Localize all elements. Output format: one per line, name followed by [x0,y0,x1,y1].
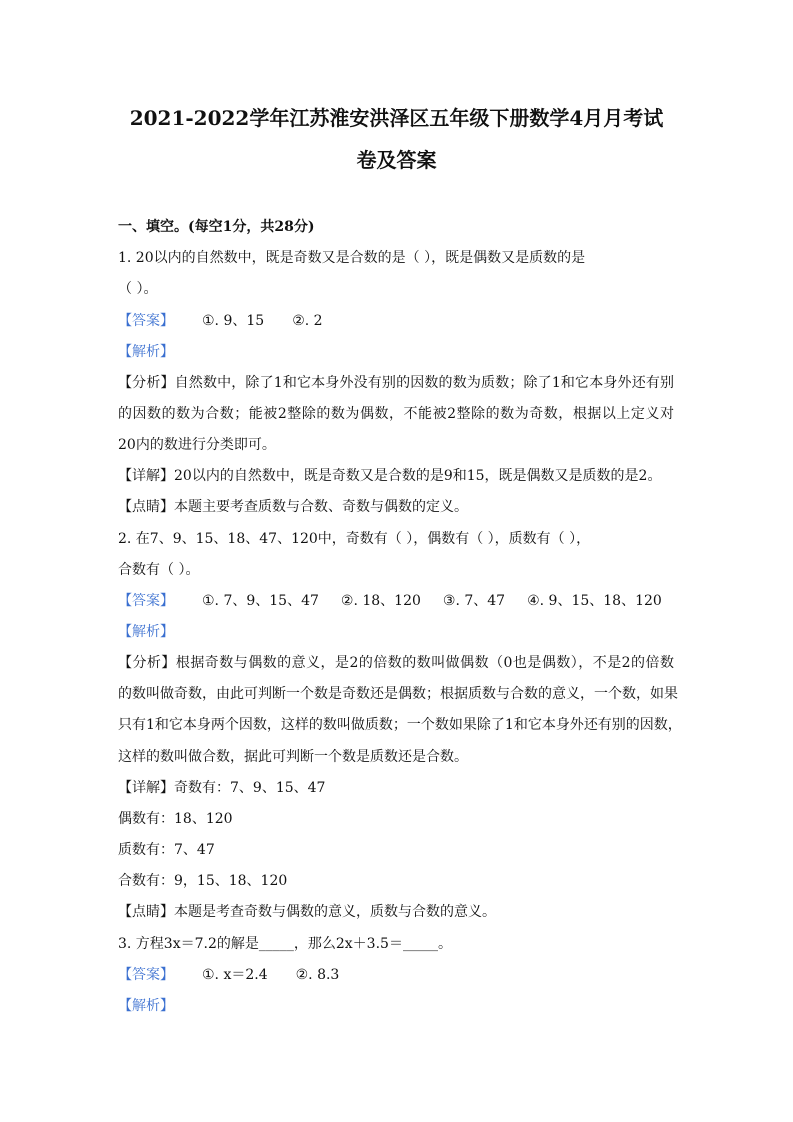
answer-item: ①. 9、15 [202,313,265,329]
fenxi-tag: 【分析】 [118,655,176,671]
question-2-even: 偶数有：18、120 [118,811,233,827]
question-2-composite: 合数有：9，15、18、120 [118,873,288,889]
fenxi-tag: 【分析】 [118,375,175,391]
analysis-tag: 【解析】 [118,998,174,1014]
question-2-fenxi-line2: 的数叫做奇数，由此可判断一个数是奇数还是偶数；根据质数与合数的意义，一个数，如果 [118,686,678,702]
question-1-answer [118,313,323,329]
section-heading: 一、填空。(每空1分，共28分) [118,219,315,235]
question-2-fenxi-line3: 只有1和它本身两个因数，这样的数叫做质数；一个数如果除了1和它本身外还有别的因数， [118,717,682,733]
answer-tag: 【答案】 [118,967,174,983]
question-1-fenxi-line1: 【分析】自然数中，除了1和它本身外没有别的因数的数为质数；除了1和它本身外还有别 [118,375,675,391]
question-2-fenxi-line1: 【分析】根据奇数与偶数的意义，是2的倍数的数叫做偶数（0也是偶数），不是2的倍数 [118,655,674,671]
document-title-line1: 2021-2022学年江苏淮安洪泽区五年级下册数学4月月考试 [129,106,664,130]
question-1-xiangjie: 【详解】20以内的自然数中，既是奇数又是合数的是9和15，既是偶数又是质数的是2。 [118,468,662,484]
dianjing-tag: 【点睛】 [118,904,174,920]
question-2-dianjing: 【点睛】本题是考查奇数与偶数的意义，质数与合数的意义。 [118,904,496,920]
question-1-dianjing: 【点睛】本题主要考查质数与合数、奇数与偶数的定义。 [118,499,468,515]
answer-item: ④. 9、15、18、120 [527,593,662,609]
answer-item: ②. 8.3 [295,967,340,983]
question-2-answer [118,593,662,609]
question-2-line1: 2. 在7、9、15、18、47、120中，奇数有（ ），偶数有（ ），质数有（ ）， [118,531,591,547]
xiangjie-tag: 【详解】 [118,468,174,484]
question-2-prime: 质数有：7、47 [118,842,215,858]
answer-item: ①. x＝2.4 [202,967,268,983]
answer-tag: 【答案】 [118,313,174,329]
question-1-fenxi-line2: 的因数的数为合数；能被2整除的数为偶数，不能被2整除的数为奇数，根据以上定义对 [118,406,674,422]
question-1-line2: （ ）。 [118,281,158,297]
answer-tag: 【答案】 [118,593,174,609]
answer-item: ②. 2 [292,313,323,329]
document-title-line2: 卷及答案 [356,148,437,172]
xiangjie-tag: 【详解】 [118,780,174,796]
answer-item: ②. 18、120 [340,593,421,609]
analysis-tag: 【解析】 [118,344,174,360]
question-3-line1: 3. 方程3x＝7.2的解是_____，那么2x＋3.5＝_____。 [118,936,452,952]
question-3-answer [118,967,339,983]
question-1-fenxi-line3: 20内的数进行分类即可。 [118,437,276,453]
question-2-fenxi-line4: 这样的数叫做合数，据此可判断一个数是质数还是合数。 [118,749,468,765]
question-1-line1: 1. 20以内的自然数中，既是奇数又是合数的是（ ），既是偶数又是质数的是 [118,250,586,266]
dianjing-tag: 【点睛】 [118,499,174,515]
question-2-xiangjie: 【详解】奇数有：7、9、15、47 [118,780,326,796]
analysis-tag: 【解析】 [118,624,174,640]
answer-item: ③. 7、47 [442,593,506,609]
answer-item: ①. 7、9、15、47 [202,593,319,609]
question-2-line2: 合数有（ ）。 [118,562,200,578]
